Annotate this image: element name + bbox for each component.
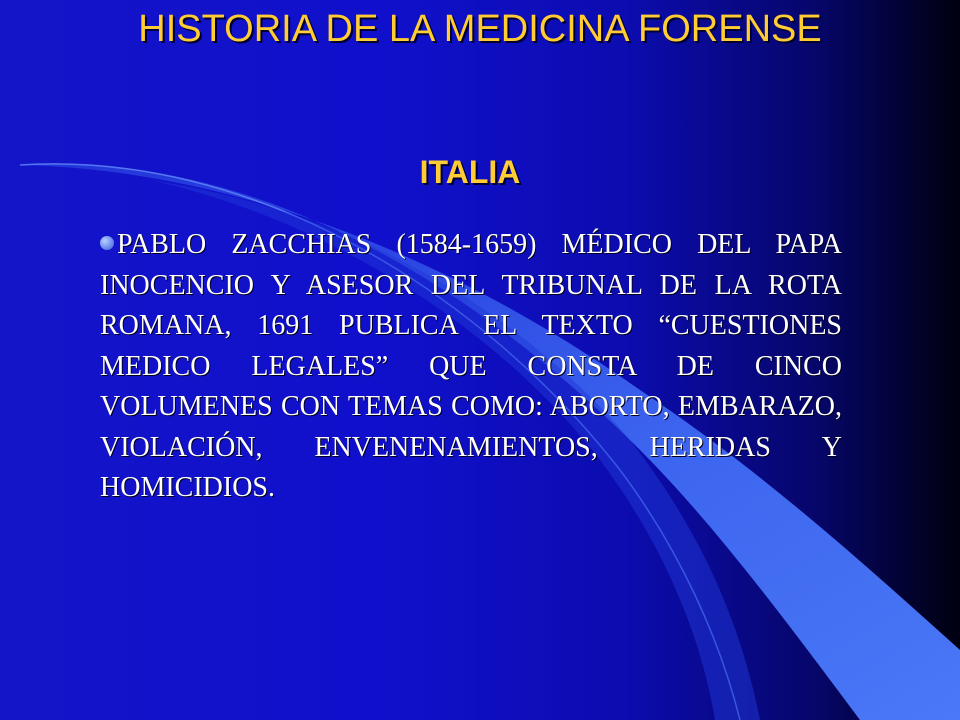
bullet-item bbox=[100, 225, 842, 509]
slide-subtitle: ITALIA bbox=[419, 154, 521, 190]
slide-title: HISTORIA DE LA MEDICINA FORENSE bbox=[138, 8, 822, 50]
bullet-text: PABLO ZACCHIAS (1584-1659) MÉDICO DEL PAPA INOCENCIO Y ASESOR DEL TRIBUNAL DE LA ROTA ROMANA, 1691 PUBLICA EL TEXTO “CUESTIONES MEDICO LEGALES” QUE CONSTA DE CINCO VOLUMENES CON TEMAS COMO: ABORTO, EMBARAZO, VIOLACIÓN, ENVENENAMIENTOS, HERIDAS Y HOMICIDIOS. bbox=[100, 229, 842, 503]
bullet-list bbox=[100, 225, 842, 509]
bullet-dot-icon bbox=[100, 236, 114, 250]
